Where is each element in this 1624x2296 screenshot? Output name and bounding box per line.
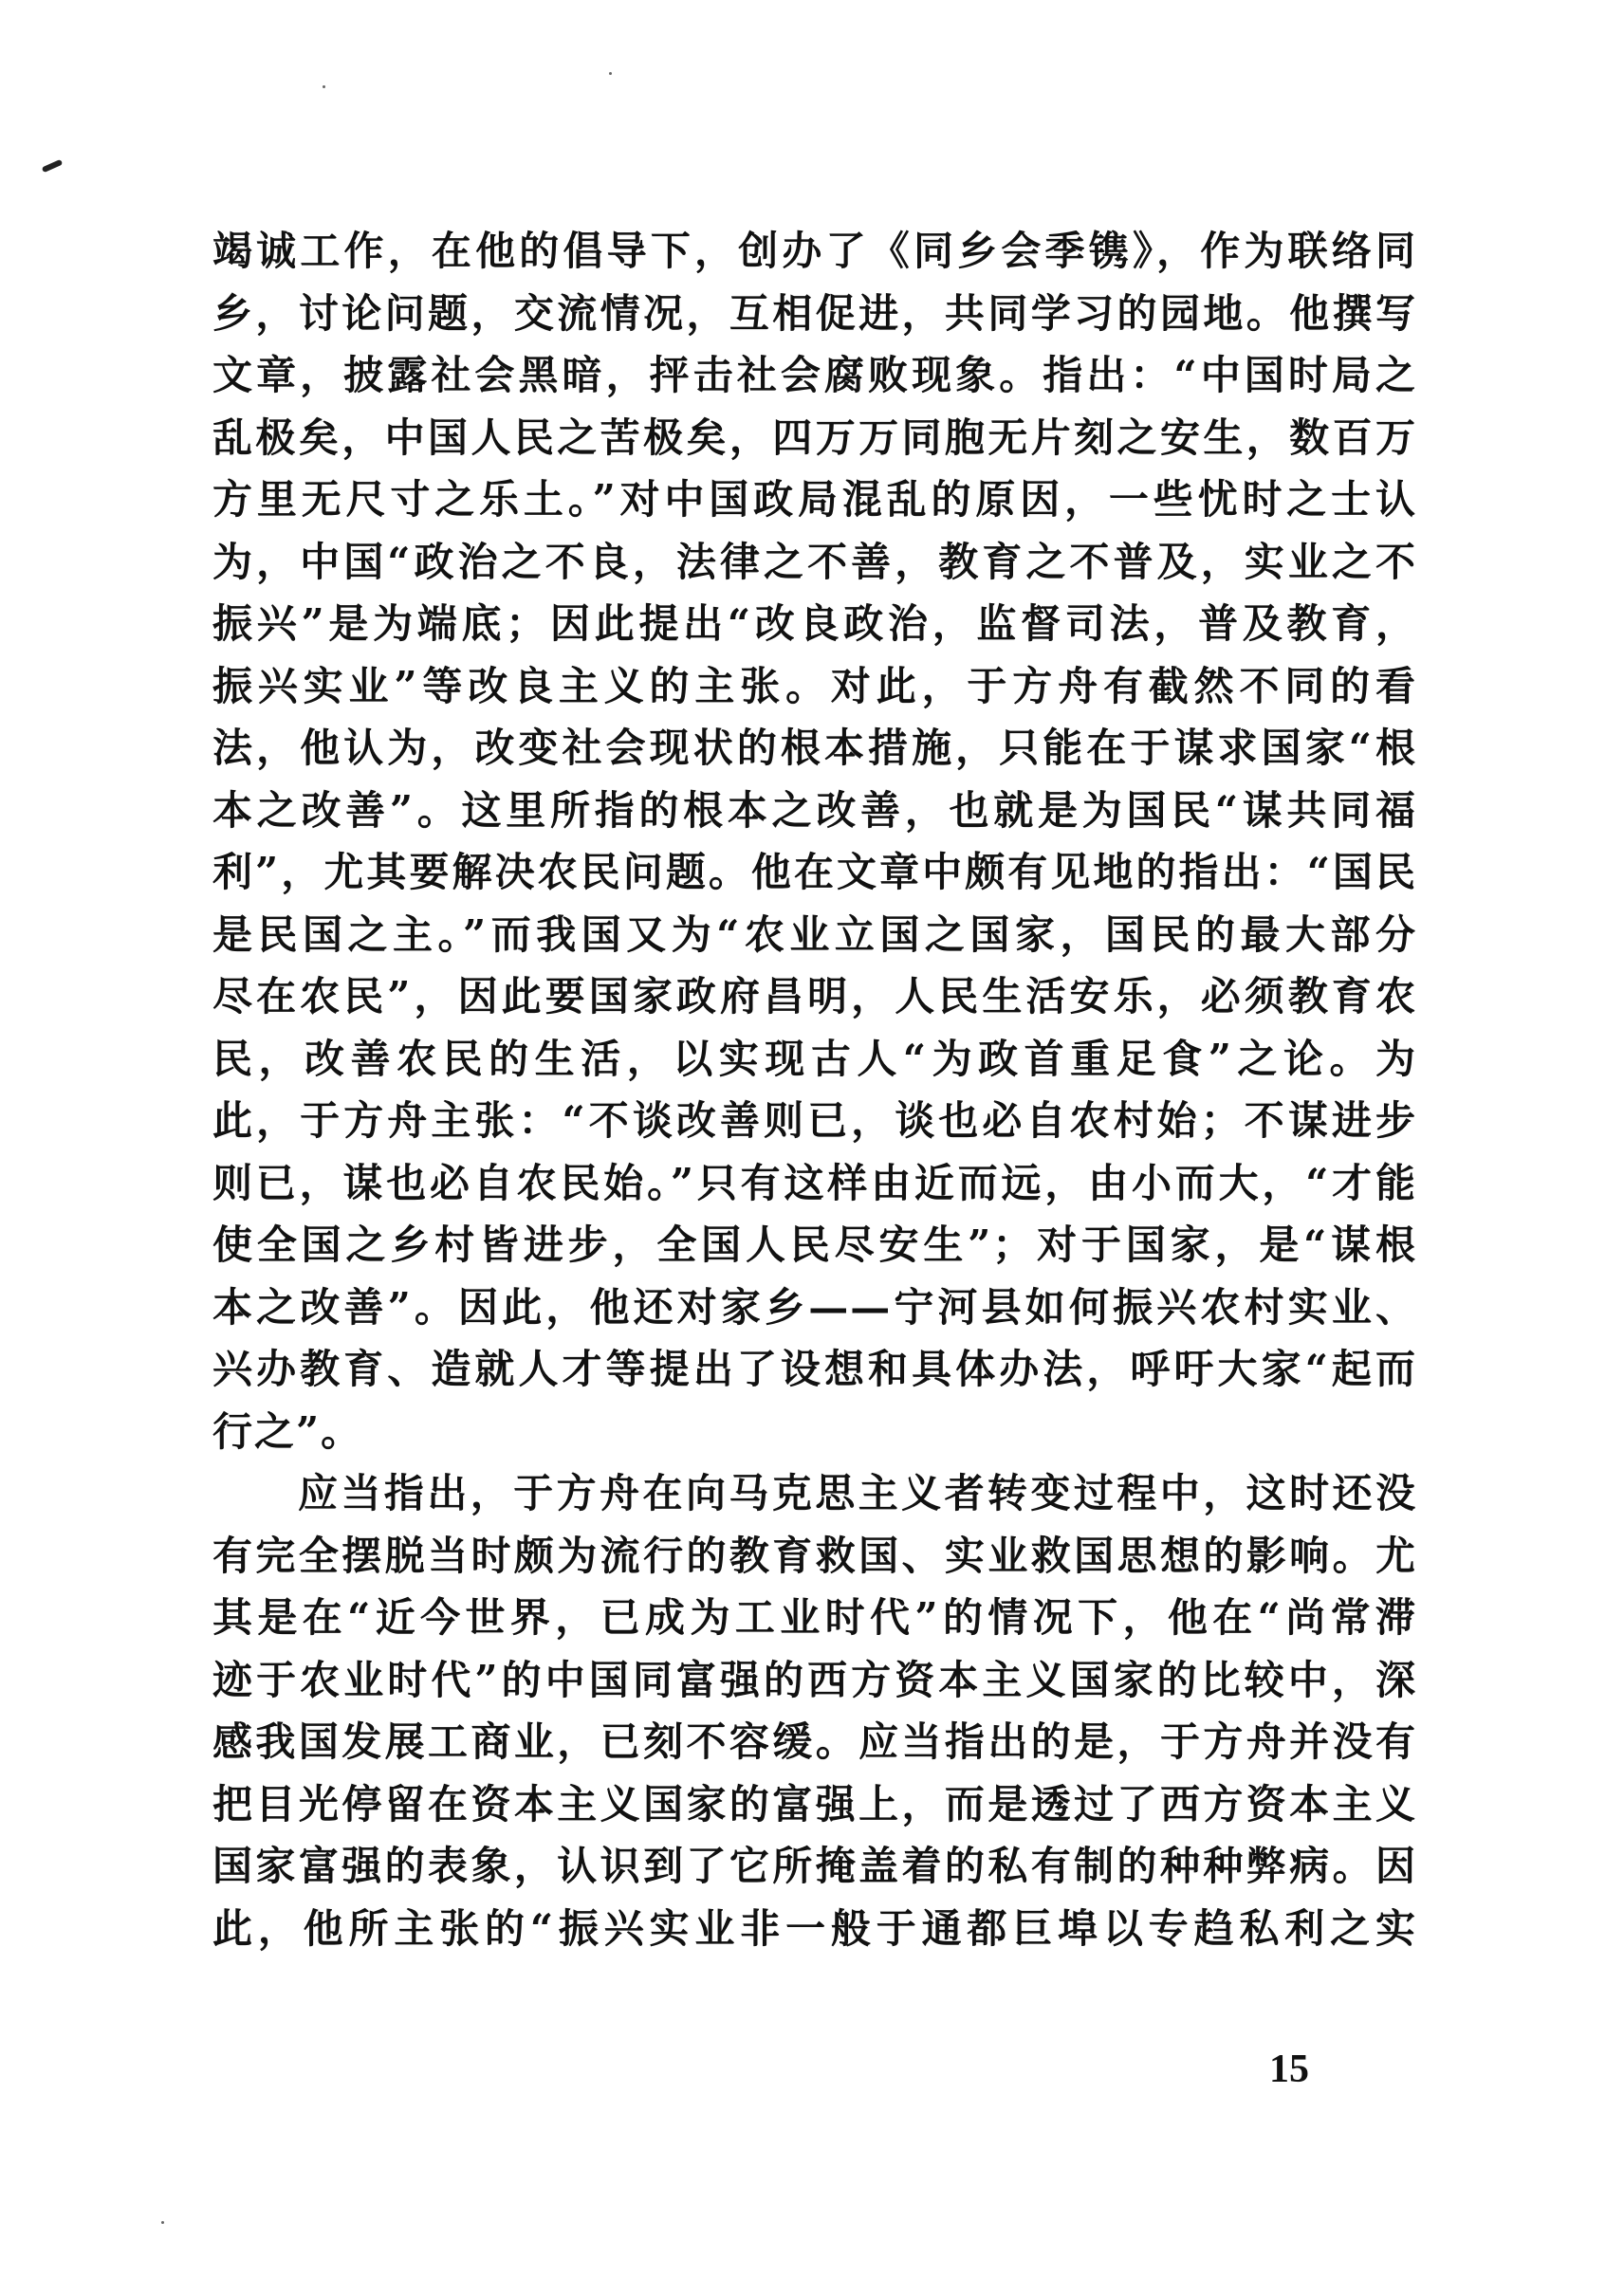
text-line: 乱极矣，中国人民之苦极矣，四万万同胞无片刻之安生，数百万 xyxy=(212,413,1417,461)
text-line: 迹于农业时代”的中国同富强的西方资本主义国家的比较中，深 xyxy=(212,1656,1417,1703)
text-line: 乡，讨论问题，交流情况，互相促进，共同学习的园地。他撰写 xyxy=(212,289,1417,337)
text-line: 国家富强的表象，认识到了它所掩盖着的私有制的种种弊病。因 xyxy=(212,1843,1417,1889)
text-line: 利”，尤其要解决农民问题。他在文章中颇有见地的指出：“国民 xyxy=(212,849,1417,895)
text-line: 振兴实业”等改良主义的主张。对此，于方舟有截然不同的看 xyxy=(212,662,1417,709)
text-line: 振兴”是为端底；因此提出“改良政治，监督司法，普及教育， xyxy=(212,600,1417,647)
text-line: 竭诚工作，在他的倡导下，创办了《同乡会季镌》，作为联络同 xyxy=(212,228,1417,274)
text-line: 则已，谋也必自农民始。”只有这样由近而远，由小而大，“才能 xyxy=(212,1159,1417,1206)
text-line: 方里无尺寸之乐土。”对中国政局混乱的原因，一些忧时之士认 xyxy=(212,476,1417,523)
text-line: 本之改善”。因此，他还对家乡——宁河县如何振兴农村实业、 xyxy=(212,1283,1417,1331)
text-line: 感我国发展工商业，已刻不容缓。应当指出的是，于方舟并没有 xyxy=(212,1718,1417,1765)
scan-speck xyxy=(609,72,612,75)
text-line: 为，中国“政治之不良，法律之不善，教育之不普及，实业之不 xyxy=(212,538,1417,585)
text-line: 文章，披露社会黑暗，抨击社会腐败现象。指出：“中国时局之 xyxy=(212,352,1417,398)
text-line: 使全国之乡村皆进步，全国人民尽安生”；对于国家，是“谋根 xyxy=(212,1221,1417,1268)
text-line: 本之改善”。这里所指的根本之改善，也就是为国民“谋共同福 xyxy=(212,786,1417,834)
text-line: 此，他所主张的“振兴实业非一般于通都巨埠以专趋私利之实 xyxy=(212,1904,1417,1952)
text-line: 此，于方舟主张：“不谈改善则已，谈也必自农村始；不谋进步 xyxy=(212,1097,1417,1144)
page-number: 15 xyxy=(1269,2048,1309,2091)
text-line: 应当指出，于方舟在向马克思主义者转变过程中，这时还没 xyxy=(298,1470,1417,1516)
text-line: 兴办教育、造就人才等提出了设想和具体办法，呼吁大家“起而 xyxy=(212,1346,1417,1392)
text-line: 尽在农民”，因此要国家政府昌明，人民生活安乐，必须教育农 xyxy=(212,973,1417,1019)
text-line: 是民国之主。”而我国又为“农业立国之国家，国民的最大部分 xyxy=(212,910,1417,958)
body-text xyxy=(212,220,1417,1959)
text-line: 行之”。 xyxy=(212,1407,363,1455)
text-line: 民，改善农民的生活，以实现古人“为政首重足食”之论。为 xyxy=(212,1035,1417,1082)
text-line: 其是在“近今世界，已成为工业时代”的情况下，他在“尚常滞 xyxy=(212,1594,1417,1641)
scan-speck xyxy=(323,85,325,88)
text-line: 把目光停留在资本主义国家的富强上，而是透过了西方资本主义 xyxy=(212,1780,1417,1828)
scan-mark xyxy=(42,159,64,173)
scan-speck xyxy=(161,2221,164,2224)
text-line: 法，他认为，改变社会现状的根本措施，只能在于谋求国家“根 xyxy=(212,725,1417,771)
text-line: 有完全摆脱当时颇为流行的教育救国、实业救国思想的影响。尤 xyxy=(212,1532,1417,1579)
